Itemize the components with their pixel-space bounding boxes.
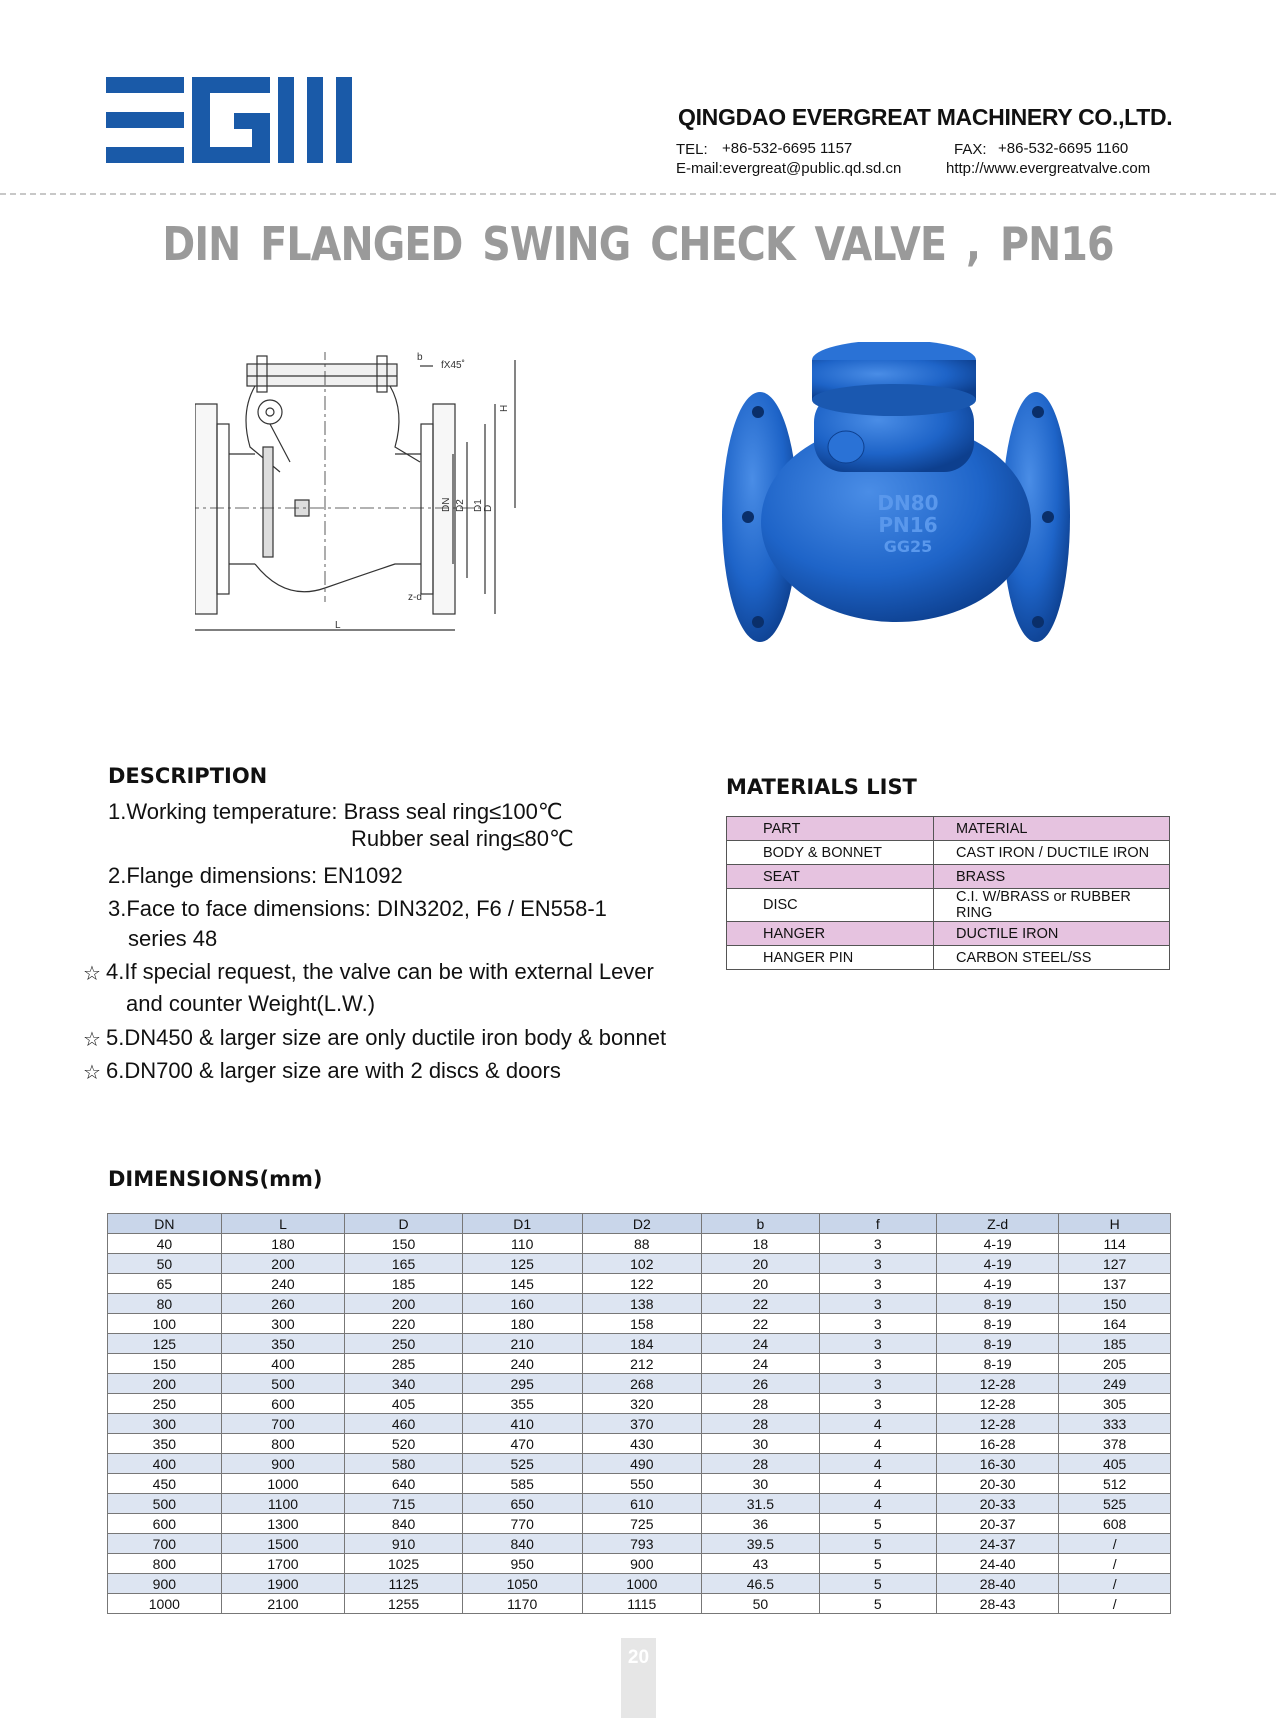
dimension-cell: 200 (108, 1374, 222, 1394)
dimension-cell: 12-28 (936, 1394, 1058, 1414)
dimension-cell: 50 (702, 1594, 820, 1614)
dimension-cell: 268 (582, 1374, 702, 1394)
dimension-cell: 525 (1059, 1494, 1171, 1514)
dimension-cell: 28-43 (936, 1594, 1058, 1614)
column-header: H (1059, 1214, 1171, 1234)
dimension-cell: 127 (1059, 1254, 1171, 1274)
material-part-cell: HANGER (727, 922, 934, 946)
label-zd: z-d (408, 592, 422, 603)
dimension-cell: 16-30 (936, 1454, 1058, 1474)
dimension-cell: 137 (1059, 1274, 1171, 1294)
table-row (108, 1234, 1171, 1254)
dimension-cell: 31.5 (702, 1494, 820, 1514)
materials-heading: MATERIALS LIST (726, 775, 917, 799)
dimension-cell: 24 (702, 1334, 820, 1354)
dimension-cell: 1900 (221, 1574, 345, 1594)
material-value-cell: CAST IRON / DUCTILE IRON (934, 841, 1170, 865)
column-header: D1 (462, 1214, 582, 1234)
dimension-cell: 125 (462, 1254, 582, 1274)
dimension-cell: 4-19 (936, 1234, 1058, 1254)
dimension-cell: 185 (1059, 1334, 1171, 1354)
dimension-cell: 1100 (221, 1494, 345, 1514)
description-item-4: 4.If special request, the valve can be with external Lever (106, 959, 654, 984)
dimension-cell: 700 (221, 1414, 345, 1434)
description-item-3: 3.Face to face dimensions: DIN3202, F6 / EN558-1 (108, 896, 607, 921)
dimension-cell: 840 (462, 1534, 582, 1554)
description-item-4-cont: and counter Weight(L.W.) (126, 991, 376, 1016)
dimension-cell: 150 (1059, 1294, 1171, 1314)
dimension-cell: 3 (819, 1274, 936, 1294)
description-item-1-cont: Rubber seal ring≤80℃ (351, 826, 574, 851)
dimension-cell: 240 (221, 1274, 345, 1294)
column-header: DN (108, 1214, 222, 1234)
table-row (108, 1574, 1171, 1594)
column-header: D2 (582, 1214, 702, 1234)
dimension-cell: 3 (819, 1394, 936, 1414)
dimension-cell: 800 (221, 1434, 345, 1454)
dimension-cell: 840 (345, 1514, 463, 1534)
dimension-cell: 3 (819, 1254, 936, 1274)
dimension-cell: 30 (702, 1474, 820, 1494)
dimension-cell: 770 (462, 1514, 582, 1534)
dimension-cell: 715 (345, 1494, 463, 1514)
table-row (108, 1294, 1171, 1314)
dimension-cell: 4 (819, 1414, 936, 1434)
table-row (108, 1274, 1171, 1294)
dimension-cell: 950 (462, 1554, 582, 1574)
table-row (108, 1514, 1171, 1534)
dimension-cell: 900 (108, 1574, 222, 1594)
dimension-cell: 430 (582, 1434, 702, 1454)
dimension-cell: 250 (345, 1334, 463, 1354)
dimension-cell: 26 (702, 1374, 820, 1394)
dimension-cell: 20 (702, 1274, 820, 1294)
dimension-cell: 305 (1059, 1394, 1171, 1414)
dimension-cell: 8-19 (936, 1294, 1058, 1314)
company-name: QINGDAO EVERGREAT MACHINERY CO.,LTD. (678, 104, 1173, 130)
fax-label: FAX: (954, 141, 987, 158)
dimension-cell: 240 (462, 1354, 582, 1374)
dimension-cell: 3 (819, 1334, 936, 1354)
photo-marking-material: GG25 (883, 537, 933, 556)
dimension-cell: 12-28 (936, 1414, 1058, 1434)
description-item-1: 1.Working temperature: Brass seal ring≤100℃ (108, 799, 563, 824)
dimension-cell: 65 (108, 1274, 222, 1294)
dimension-cell: 22 (702, 1294, 820, 1314)
material-value-cell: MATERIAL (934, 817, 1170, 841)
table-row (108, 1254, 1171, 1274)
photo-marking-pn: PN16 (878, 513, 938, 537)
dimension-cell: 22 (702, 1314, 820, 1334)
label-D2: D2 (455, 499, 466, 512)
dimension-cell: 1255 (345, 1594, 463, 1614)
dimension-cell: 36 (702, 1514, 820, 1534)
dimension-cell: 30 (702, 1434, 820, 1454)
dimension-cell: 800 (108, 1554, 222, 1574)
table-row (727, 946, 1170, 970)
dimension-cell: 20-37 (936, 1514, 1058, 1534)
dimension-cell: 285 (345, 1354, 463, 1374)
dimension-cell: 28 (702, 1454, 820, 1474)
description-heading: DESCRIPTION (108, 764, 268, 788)
star-icon: ☆ (83, 1062, 101, 1084)
table-row (108, 1374, 1171, 1394)
dimensions-heading: DIMENSIONS(mm) (108, 1167, 323, 1191)
dimension-cell: 4 (819, 1454, 936, 1474)
dimension-cell: 5 (819, 1514, 936, 1534)
dimension-cell: 5 (819, 1534, 936, 1554)
dimension-cell: 210 (462, 1334, 582, 1354)
material-value-cell: DUCTILE IRON (934, 922, 1170, 946)
header-divider (0, 193, 1276, 195)
dimension-cell: 180 (221, 1234, 345, 1254)
dimension-cell: 1700 (221, 1554, 345, 1574)
dimension-cell: 4 (819, 1434, 936, 1454)
label-L: L (335, 620, 341, 631)
dimension-cell: 8-19 (936, 1354, 1058, 1374)
column-header: D (345, 1214, 463, 1234)
material-part-cell: HANGER PIN (727, 946, 934, 970)
dimension-cell: 24 (702, 1354, 820, 1374)
dimension-cell: 1050 (462, 1574, 582, 1594)
dimension-cell: 400 (221, 1354, 345, 1374)
dimension-cell: 145 (462, 1274, 582, 1294)
star-icon: ☆ (83, 963, 101, 985)
description-item-6: 6.DN700 & larger size are with 2 discs & doors (106, 1058, 561, 1083)
table-row (108, 1494, 1171, 1514)
table-row (727, 889, 1170, 922)
description-item-2: 2.Flange dimensions: EN1092 (108, 863, 403, 888)
dimension-cell: 470 (462, 1434, 582, 1454)
dimension-cell: 405 (345, 1394, 463, 1414)
material-part-cell: BODY & BONNET (727, 841, 934, 865)
dimension-cell: 122 (582, 1274, 702, 1294)
description-item-5: 5.DN450 & larger size are only ductile iron body & bonnet (106, 1025, 667, 1050)
dimension-cell: 4-19 (936, 1254, 1058, 1274)
dimension-cell: / (1059, 1534, 1171, 1554)
dimension-cell: 500 (221, 1374, 345, 1394)
dimension-cell: 410 (462, 1414, 582, 1434)
table-header-row (108, 1214, 1171, 1234)
dimension-cell: 249 (1059, 1374, 1171, 1394)
fax-number: +86-532-6695 1160 (998, 140, 1129, 157)
dimension-cell: 1000 (108, 1594, 222, 1614)
dimension-cell: 2100 (221, 1594, 345, 1614)
table-row (108, 1434, 1171, 1454)
dimension-cell: 700 (108, 1534, 222, 1554)
dimension-cell: 340 (345, 1374, 463, 1394)
material-value-cell: C.I. W/BRASS or RUBBER RING (934, 889, 1170, 922)
dimension-cell: 164 (1059, 1314, 1171, 1334)
dimension-cell: 5 (819, 1574, 936, 1594)
table-row (108, 1474, 1171, 1494)
dimension-cell: 185 (345, 1274, 463, 1294)
dimension-cell: 1170 (462, 1594, 582, 1614)
dimension-cell: 1000 (582, 1574, 702, 1594)
dimension-cell: 102 (582, 1254, 702, 1274)
label-chamfer: fX45˚ (441, 360, 465, 371)
dimension-cell: 18 (702, 1234, 820, 1254)
dimension-cell: 24-40 (936, 1554, 1058, 1574)
material-part-cell: DISC (727, 889, 934, 922)
dimension-cell: 46.5 (702, 1574, 820, 1594)
label-b: b (417, 352, 423, 363)
dimension-cell: 260 (221, 1294, 345, 1314)
dimension-cell: 12-28 (936, 1374, 1058, 1394)
dimension-cell: 650 (462, 1494, 582, 1514)
dimension-cell: 16-28 (936, 1434, 1058, 1454)
dimension-cell: 600 (221, 1394, 345, 1414)
dimension-cell: 8-19 (936, 1314, 1058, 1334)
dimension-cell: 180 (462, 1314, 582, 1334)
dimension-cell: 333 (1059, 1414, 1171, 1434)
dimension-cell: 378 (1059, 1434, 1171, 1454)
dimension-cell: 300 (108, 1414, 222, 1434)
dimension-cell: 205 (1059, 1354, 1171, 1374)
dimension-cell: 3 (819, 1354, 936, 1374)
dimension-cell: / (1059, 1554, 1171, 1574)
dimension-cell: 450 (108, 1474, 222, 1494)
email-address[interactable]: E-mail:evergreat@public.qd.sd.cn (676, 160, 902, 177)
dimension-cell: 5 (819, 1594, 936, 1614)
page-title: DIN FLANGED SWING CHECK VALVE , PN16 (162, 217, 1114, 271)
dimension-cell: 1025 (345, 1554, 463, 1574)
dimension-cell: 3 (819, 1374, 936, 1394)
dimension-cell: 610 (582, 1494, 702, 1514)
dimension-cell: 900 (582, 1554, 702, 1574)
dimension-cell: 28 (702, 1394, 820, 1414)
dimension-cell: 150 (345, 1234, 463, 1254)
dimension-cell: 165 (345, 1254, 463, 1274)
label-DN: DN (441, 497, 452, 512)
label-D: D (483, 504, 494, 512)
table-row (727, 865, 1170, 889)
valve-product-photo (718, 342, 1073, 647)
dimension-cell: 4-19 (936, 1274, 1058, 1294)
dimension-cell: 88 (582, 1234, 702, 1254)
table-row (727, 817, 1170, 841)
table-row (727, 841, 1170, 865)
dimension-cell: 793 (582, 1534, 702, 1554)
dimension-cell: 500 (108, 1494, 222, 1514)
page-number: 20 (627, 1647, 650, 1668)
dimension-cell: 150 (108, 1354, 222, 1374)
dimension-cell: 1115 (582, 1594, 702, 1614)
dimension-cell: 490 (582, 1454, 702, 1474)
dimension-cell: 28-40 (936, 1574, 1058, 1594)
dimension-cell: 100 (108, 1314, 222, 1334)
dimension-cell: 28 (702, 1414, 820, 1434)
table-row (108, 1354, 1171, 1374)
tel-label: TEL: (676, 141, 708, 158)
dimension-cell: 295 (462, 1374, 582, 1394)
dimension-cell: 200 (221, 1254, 345, 1274)
dimension-cell: 220 (345, 1314, 463, 1334)
dimension-cell: 600 (108, 1514, 222, 1534)
dimension-cell: 725 (582, 1514, 702, 1534)
dimension-cell: 125 (108, 1334, 222, 1354)
dimension-cell: 640 (345, 1474, 463, 1494)
table-row (108, 1394, 1171, 1414)
dimension-cell: 43 (702, 1554, 820, 1574)
company-logo (106, 77, 352, 163)
column-header: L (221, 1214, 345, 1234)
table-row (108, 1534, 1171, 1554)
dimension-cell: 400 (108, 1454, 222, 1474)
material-part-cell: PART (727, 817, 934, 841)
dimension-cell: 910 (345, 1534, 463, 1554)
dimension-cell: 20-30 (936, 1474, 1058, 1494)
dimension-cell: 3 (819, 1234, 936, 1254)
dimension-cell: 1000 (221, 1474, 345, 1494)
website-link[interactable]: http://www.evergreatvalve.com (946, 160, 1151, 177)
dimension-cell: 1500 (221, 1534, 345, 1554)
dimension-cell: 900 (221, 1454, 345, 1474)
dimension-cell: 520 (345, 1434, 463, 1454)
dimension-cell: 550 (582, 1474, 702, 1494)
material-value-cell: BRASS (934, 865, 1170, 889)
dimension-cell: 4 (819, 1494, 936, 1514)
dimension-cell: 8-19 (936, 1334, 1058, 1354)
dimension-cell: 3 (819, 1314, 936, 1334)
materials-table (726, 816, 1170, 970)
dimension-cell: 200 (345, 1294, 463, 1314)
dimension-cell: 580 (345, 1454, 463, 1474)
table-row (727, 922, 1170, 946)
dimension-cell: 138 (582, 1294, 702, 1314)
dimension-cell: 320 (582, 1394, 702, 1414)
dimension-cell: 40 (108, 1234, 222, 1254)
dimension-cell: 525 (462, 1454, 582, 1474)
dimension-cell: 1125 (345, 1574, 463, 1594)
dimension-cell: 5 (819, 1554, 936, 1574)
dimension-cell: 212 (582, 1354, 702, 1374)
dimension-cell: 460 (345, 1414, 463, 1434)
table-row (108, 1554, 1171, 1574)
dimension-cell: 20-33 (936, 1494, 1058, 1514)
dimension-cell: 158 (582, 1314, 702, 1334)
dimension-cell: 350 (108, 1434, 222, 1454)
dimension-cell: 39.5 (702, 1534, 820, 1554)
table-row (108, 1334, 1171, 1354)
dimension-cell: 114 (1059, 1234, 1171, 1254)
tel-number: +86-532-6695 1157 (722, 140, 853, 157)
dimension-cell: 405 (1059, 1454, 1171, 1474)
material-part-cell: SEAT (727, 865, 934, 889)
dimension-cell: 512 (1059, 1474, 1171, 1494)
dimension-cell: 585 (462, 1474, 582, 1494)
dimension-cell: 608 (1059, 1514, 1171, 1534)
column-header: Z-d (936, 1214, 1058, 1234)
label-D1: D1 (473, 499, 484, 512)
dimension-cell: 184 (582, 1334, 702, 1354)
table-row (108, 1454, 1171, 1474)
description-item-3-cont: series 48 (128, 926, 218, 951)
dimension-cell: 20 (702, 1254, 820, 1274)
valve-section-drawing (195, 352, 585, 642)
dimension-cell: / (1059, 1574, 1171, 1594)
star-icon: ☆ (83, 1029, 101, 1051)
dimension-cell: 1300 (221, 1514, 345, 1534)
table-row (108, 1314, 1171, 1334)
column-header: f (819, 1214, 936, 1234)
dimension-cell: 350 (221, 1334, 345, 1354)
dimension-cell: 110 (462, 1234, 582, 1254)
dimension-cell: 300 (221, 1314, 345, 1334)
material-value-cell: CARBON STEEL/SS (934, 946, 1170, 970)
dimension-cell: 24-37 (936, 1534, 1058, 1554)
dimension-cell: 50 (108, 1254, 222, 1274)
dimension-cell: 160 (462, 1294, 582, 1314)
dimensions-table (107, 1213, 1171, 1614)
label-H: H (499, 404, 510, 412)
dimension-cell: 3 (819, 1294, 936, 1314)
dimension-cell: / (1059, 1594, 1171, 1614)
dimension-cell: 370 (582, 1414, 702, 1434)
dimension-cell: 80 (108, 1294, 222, 1314)
dimension-cell: 250 (108, 1394, 222, 1414)
table-row (108, 1414, 1171, 1434)
column-header: b (702, 1214, 820, 1234)
photo-marking-dn: DN80 (877, 491, 939, 515)
dimension-cell: 4 (819, 1474, 936, 1494)
dimension-cell: 355 (462, 1394, 582, 1414)
table-row (108, 1594, 1171, 1614)
